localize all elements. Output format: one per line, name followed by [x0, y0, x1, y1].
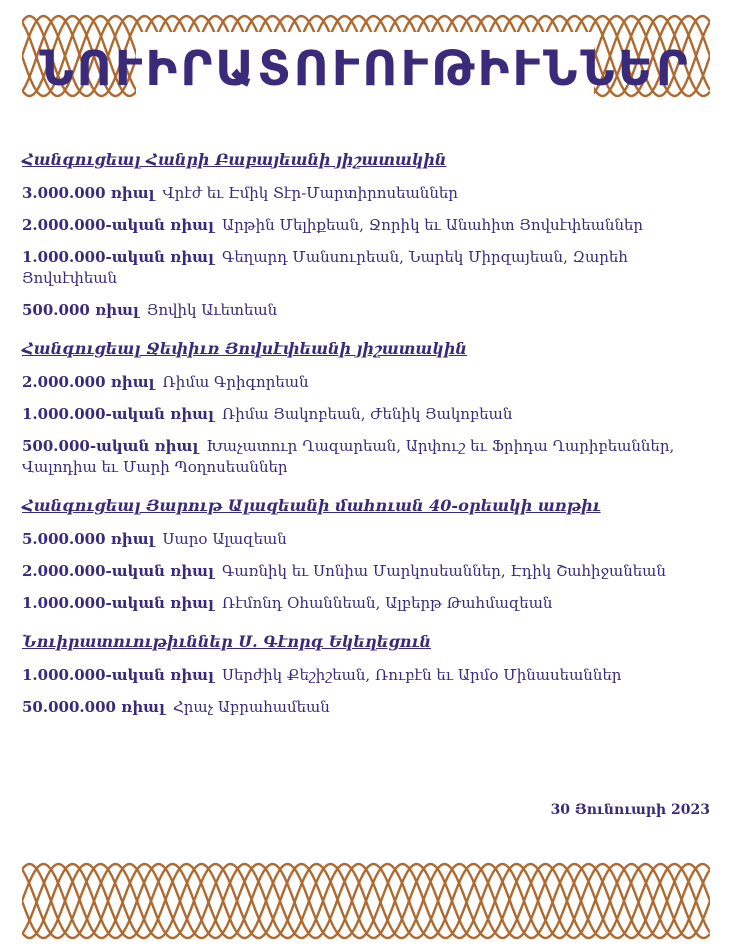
section-heading: Հանգուցեալ Յարութ Ալազեանի մահուան 40-օրեակի առթիւ	[22, 496, 601, 515]
donation-entry	[22, 697, 712, 718]
donation-amount: 1.000.000-ական ռիալ	[22, 594, 214, 612]
donor-names: Սերժիկ Քեշիշեան, Ռուբէն եւ Արմօ Մինասեաններ	[221, 666, 622, 684]
donation-entry	[22, 183, 712, 204]
donation-amount: 2.000.000-ական ռիալ	[22, 216, 214, 234]
donor-names: Գեղարդ Մանսուրեան, Նարեկ Միրզայեան, Զարեհ Յովսէփեան	[22, 248, 628, 287]
donation-section	[22, 496, 712, 614]
donation-section	[22, 632, 712, 718]
donor-names: Սարօ Ալազեան	[162, 530, 287, 548]
section-heading: Հանգուցեալ Հանրի Բաբայեանի յիշատակին	[22, 150, 447, 169]
donor-names: Արթին Մելիքեան, Ջորիկ եւ Անահիտ Յովսէփեաններ	[221, 216, 644, 234]
donation-amount: 1.000.000-ական ռիալ	[22, 248, 214, 266]
donor-names: Վրէժ եւ Էմիկ Տէր-Մարտիրոսեաններ	[162, 184, 458, 202]
donor-names: Հրաչ Աբրահամեան	[172, 698, 330, 716]
donation-amount: 1.000.000-ական ռիալ	[22, 405, 214, 423]
donation-amount: 1.000.000-ական ռիալ	[22, 666, 214, 684]
title-box	[39, 32, 691, 106]
donor-names: Խաչատուր Ղազարեան, Արփուշ եւ Ֆրիդա Ղարիբեաններ, Վալոդիա եւ Մարի Պօղոսեաններ	[22, 437, 675, 476]
donation-entry	[22, 665, 712, 686]
donor-names: Յովիկ Աւետեան	[146, 301, 278, 319]
donation-amount: 500.000-ական ռիալ	[22, 437, 199, 455]
donation-entry	[22, 215, 712, 236]
bottom-ornament-band	[22, 856, 710, 946]
date-line: 30 Յունուարի 2023	[550, 802, 710, 818]
donation-entry	[22, 529, 712, 550]
page-title: ՆՈՒԻՐԱՏՈՒՈՒԹԻՒՆՆԵՐ	[39, 41, 691, 97]
donor-names: Ռէմոնդ Օհաննեան, Ալբերթ Թահմազեան	[221, 594, 553, 612]
donation-amount: 3.000.000 ռիալ	[22, 184, 155, 202]
donations-list	[22, 150, 712, 736]
donor-names: Գառնիկ եւ Սոնիա Մարկոսեաններ, Էդիկ Շահիջանեան	[221, 562, 666, 580]
donation-entry	[22, 593, 712, 614]
donation-entry	[22, 436, 712, 478]
donor-names: Ռիմա Յակոբեան, Ժենիկ Յակոբեան	[221, 405, 513, 423]
donation-amount: 2.000.000-ական ռիալ	[22, 562, 214, 580]
donation-entry	[22, 300, 712, 321]
donation-entry	[22, 247, 712, 289]
donor-names: Ռիմա Գրիգորեան	[162, 373, 309, 391]
donation-entry	[22, 372, 712, 393]
donation-entry	[22, 561, 712, 582]
section-heading: Հանգուցեալ Ջեփիւռ Յովսէփեանի յիշատակին	[22, 339, 467, 358]
section-heading: Նուիրատուութիւններ Ս. Գէորգ Եկեղեցուն	[22, 632, 431, 651]
donation-amount: 50.000.000 ռիալ	[22, 698, 165, 716]
donation-entry	[22, 404, 712, 425]
donation-section	[22, 339, 712, 478]
donation-amount: 500.000 ռիալ	[22, 301, 139, 319]
donation-amount: 2.000.000 ռիալ	[22, 373, 155, 391]
donation-section	[22, 150, 712, 321]
donation-amount: 5.000.000 ռիալ	[22, 530, 155, 548]
